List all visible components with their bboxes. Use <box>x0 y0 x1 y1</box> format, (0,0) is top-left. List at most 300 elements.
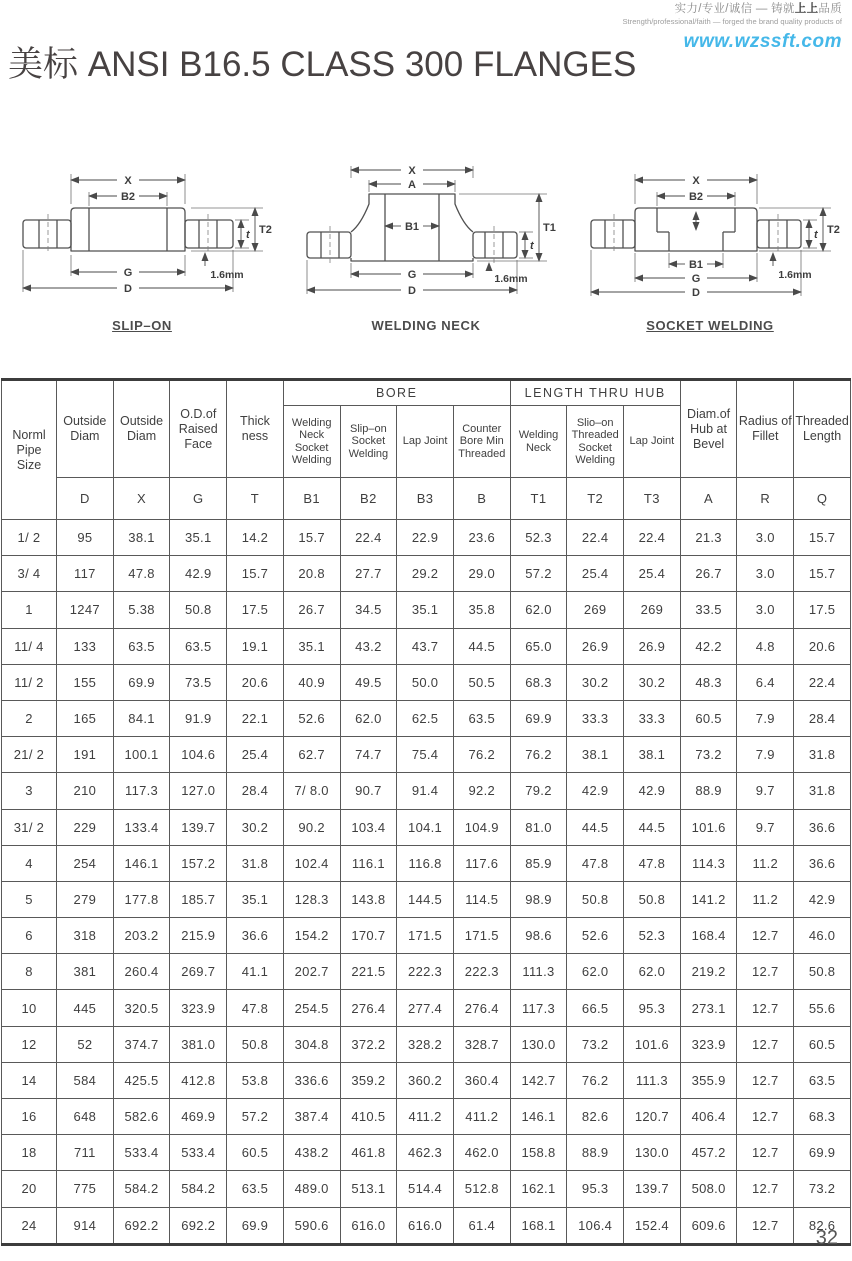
value-cell: 139.7 <box>170 809 227 845</box>
brand-slogan-en: Strength/professional/faith — forged the brand quality products of <box>622 16 842 26</box>
value-cell: 61.4 <box>453 1207 510 1244</box>
value-cell: 74.7 <box>340 737 397 773</box>
value-cell: 91.9 <box>170 700 227 736</box>
value-cell: 103.4 <box>340 809 397 845</box>
value-cell: 584 <box>57 1062 114 1098</box>
value-cell: 584.2 <box>170 1171 227 1207</box>
value-cell: 411.2 <box>453 1099 510 1135</box>
value-cell: 36.6 <box>794 845 851 881</box>
value-cell: 53.8 <box>227 1062 284 1098</box>
group-header-length-thru-hub: LENGTH THRU HUB <box>510 380 680 406</box>
value-cell: 35.1 <box>170 520 227 556</box>
table-row <box>2 1062 851 1098</box>
value-cell: 73.2 <box>680 737 737 773</box>
value-cell: 469.9 <box>170 1099 227 1135</box>
value-cell: 98.9 <box>510 881 567 917</box>
value-cell: 60.5 <box>227 1135 284 1171</box>
value-cell: 62.5 <box>397 700 454 736</box>
table-row <box>2 1099 851 1135</box>
value-cell: 44.5 <box>453 628 510 664</box>
value-cell: 514.4 <box>397 1171 454 1207</box>
value-cell: 31.8 <box>794 773 851 809</box>
value-cell: 128.3 <box>283 881 340 917</box>
value-cell: 69.9 <box>794 1135 851 1171</box>
value-cell: 62.0 <box>340 700 397 736</box>
value-cell: 269 <box>624 592 681 628</box>
value-cell: 104.9 <box>453 809 510 845</box>
value-cell: 38.1 <box>567 737 624 773</box>
value-cell: 648 <box>57 1099 114 1135</box>
value-cell: 609.6 <box>680 1207 737 1244</box>
value-cell: 202.7 <box>283 954 340 990</box>
value-cell: 33.3 <box>624 700 681 736</box>
value-cell: 304.8 <box>283 1026 340 1062</box>
value-cell: 1247 <box>57 592 114 628</box>
value-cell: 3.0 <box>737 556 794 592</box>
dim-label-x: X <box>124 175 132 187</box>
symbol-row <box>2 478 851 520</box>
pipe-size-cell: 24 <box>2 1207 57 1244</box>
value-cell: 22.4 <box>624 520 681 556</box>
value-cell: 130.0 <box>510 1026 567 1062</box>
value-cell: 69.9 <box>227 1207 284 1244</box>
value-cell: 15.7 <box>794 556 851 592</box>
value-cell: 374.7 <box>113 1026 170 1062</box>
col-header-outside-diam-d: Outside Diam <box>57 380 114 478</box>
value-cell: 11.2 <box>737 881 794 917</box>
flange-dimensions-table <box>1 378 851 1246</box>
symbol-header: A <box>680 478 737 520</box>
dim-label-t: t <box>246 229 250 241</box>
diagrams-row <box>0 158 852 333</box>
value-cell: 462.0 <box>453 1135 510 1171</box>
value-cell: 28.4 <box>227 773 284 809</box>
value-cell: 60.5 <box>794 1026 851 1062</box>
dim-label-d: D <box>124 283 132 295</box>
value-cell: 44.5 <box>624 809 681 845</box>
value-cell: 133.4 <box>113 809 170 845</box>
value-cell: 23.6 <box>453 520 510 556</box>
value-cell: 412.8 <box>170 1062 227 1098</box>
pipe-size-cell: 3/ 4 <box>2 556 57 592</box>
value-cell: 62.0 <box>567 954 624 990</box>
value-cell: 65.0 <box>510 628 567 664</box>
table-body <box>2 520 851 1245</box>
value-cell: 95.3 <box>567 1171 624 1207</box>
welding-neck-diagram-block <box>284 158 568 333</box>
value-cell: 12.7 <box>737 1171 794 1207</box>
value-cell: 42.9 <box>624 773 681 809</box>
value-cell: 63.5 <box>453 700 510 736</box>
value-cell: 9.7 <box>737 809 794 845</box>
value-cell: 27.7 <box>340 556 397 592</box>
pipe-size-cell: 11/ 2 <box>2 664 57 700</box>
dim-label-b1: B1 <box>404 221 420 233</box>
value-cell: 320.5 <box>113 990 170 1026</box>
value-cell: 43.2 <box>340 628 397 664</box>
value-cell: 35.1 <box>397 592 454 628</box>
value-cell: 254.5 <box>283 990 340 1026</box>
pipe-size-cell: 16 <box>2 1099 57 1135</box>
value-cell: 215.9 <box>170 918 227 954</box>
value-cell: 133 <box>57 628 114 664</box>
value-cell: 171.5 <box>453 918 510 954</box>
dim-label-gap: 1.6mm <box>778 269 812 281</box>
value-cell: 328.7 <box>453 1026 510 1062</box>
value-cell: 775 <box>57 1171 114 1207</box>
value-cell: 130.0 <box>624 1135 681 1171</box>
value-cell: 117.3 <box>510 990 567 1026</box>
value-cell: 165 <box>57 700 114 736</box>
value-cell: 60.5 <box>680 700 737 736</box>
value-cell: 20.8 <box>283 556 340 592</box>
value-cell: 102.4 <box>283 845 340 881</box>
value-cell: 513.1 <box>340 1171 397 1207</box>
value-cell: 12.7 <box>737 1062 794 1098</box>
value-cell: 57.2 <box>227 1099 284 1135</box>
value-cell: 42.9 <box>567 773 624 809</box>
table-row <box>2 737 851 773</box>
value-cell: 277.4 <box>397 990 454 1026</box>
value-cell: 219.2 <box>680 954 737 990</box>
dim-label-gap: 1.6mm <box>210 269 244 281</box>
sub-header-b: Counter Bore Min Threaded <box>453 406 510 478</box>
value-cell: 69.9 <box>510 700 567 736</box>
col-header-od-raised-face: O.D.of Raised Face <box>170 380 227 478</box>
value-cell: 221.5 <box>340 954 397 990</box>
value-cell: 457.2 <box>680 1135 737 1171</box>
symbol-header: T1 <box>510 478 567 520</box>
dim-label-gap: 1.6mm <box>494 273 528 285</box>
value-cell: 276.4 <box>453 990 510 1026</box>
dim-label-b1: B1 <box>688 259 704 271</box>
value-cell: 273.1 <box>680 990 737 1026</box>
sub-header-b1: Welding Neck Socket Welding <box>283 406 340 478</box>
value-cell: 328.2 <box>397 1026 454 1062</box>
pipe-size-cell: 11/ 4 <box>2 628 57 664</box>
value-cell: 15.7 <box>283 520 340 556</box>
table-row <box>2 1135 851 1171</box>
value-cell: 82.6 <box>567 1099 624 1135</box>
pipe-size-cell: 6 <box>2 918 57 954</box>
welding-neck-caption: WELDING NECK <box>371 318 481 333</box>
value-cell: 120.7 <box>624 1099 681 1135</box>
value-cell: 25.4 <box>567 556 624 592</box>
slip-on-caption: SLIP–ON <box>112 318 172 333</box>
table-row <box>2 1026 851 1062</box>
value-cell: 19.1 <box>227 628 284 664</box>
value-cell: 229 <box>57 809 114 845</box>
value-cell: 90.7 <box>340 773 397 809</box>
value-cell: 47.8 <box>227 990 284 1026</box>
value-cell: 38.1 <box>624 737 681 773</box>
symbol-header: B3 <box>397 478 454 520</box>
col-header-thickness: Thick ness <box>227 380 284 478</box>
value-cell: 36.6 <box>794 809 851 845</box>
col-header-threaded-length: Threaded Length <box>794 380 851 478</box>
symbol-header: T3 <box>624 478 681 520</box>
dim-label-t: t <box>530 240 534 252</box>
value-cell: 170.7 <box>340 918 397 954</box>
sub-header-b3: Lap Joint <box>397 406 454 478</box>
pipe-size-cell: 4 <box>2 845 57 881</box>
value-cell: 117.6 <box>453 845 510 881</box>
value-cell: 616.0 <box>340 1207 397 1244</box>
value-cell: 12.7 <box>737 918 794 954</box>
value-cell: 142.7 <box>510 1062 567 1098</box>
value-cell: 489.0 <box>283 1171 340 1207</box>
value-cell: 114.3 <box>680 845 737 881</box>
dim-label-g: G <box>691 273 701 285</box>
value-cell: 318 <box>57 918 114 954</box>
value-cell: 141.2 <box>680 881 737 917</box>
value-cell: 42.9 <box>794 881 851 917</box>
table-row <box>2 556 851 592</box>
value-cell: 35.1 <box>227 881 284 917</box>
slip-on-diagram <box>5 158 279 310</box>
value-cell: 359.2 <box>340 1062 397 1098</box>
value-cell: 260.4 <box>113 954 170 990</box>
value-cell: 46.0 <box>794 918 851 954</box>
value-cell: 30.2 <box>567 664 624 700</box>
col-header-outside-diam-x: Outside Diam <box>113 380 170 478</box>
bolt-centerlines <box>48 214 208 254</box>
value-cell: 50.5 <box>453 664 510 700</box>
value-cell: 692.2 <box>170 1207 227 1244</box>
brand-website: www.wzssft.com <box>683 30 842 52</box>
value-cell: 17.5 <box>227 592 284 628</box>
value-cell: 590.6 <box>283 1207 340 1244</box>
value-cell: 111.3 <box>624 1062 681 1098</box>
value-cell: 154.2 <box>283 918 340 954</box>
value-cell: 52.3 <box>624 918 681 954</box>
value-cell: 692.2 <box>113 1207 170 1244</box>
dim-label-t1: T1 <box>543 222 556 234</box>
value-cell: 26.7 <box>680 556 737 592</box>
brand-block <box>622 2 842 54</box>
dim-label-g: G <box>123 267 133 279</box>
value-cell: 279 <box>57 881 114 917</box>
flange-outline <box>23 208 233 251</box>
value-cell: 31.8 <box>794 737 851 773</box>
value-cell: 25.4 <box>624 556 681 592</box>
value-cell: 155 <box>57 664 114 700</box>
value-cell: 533.4 <box>113 1135 170 1171</box>
value-cell: 104.1 <box>397 809 454 845</box>
value-cell: 12.7 <box>737 990 794 1026</box>
symbol-header: T2 <box>567 478 624 520</box>
value-cell: 81.0 <box>510 809 567 845</box>
value-cell: 22.4 <box>794 664 851 700</box>
value-cell: 47.8 <box>113 556 170 592</box>
welding-neck-diagram <box>289 158 563 310</box>
pipe-size-cell: 20 <box>2 1171 57 1207</box>
value-cell: 12.7 <box>737 1099 794 1135</box>
value-cell: 168.1 <box>510 1207 567 1244</box>
pipe-size-cell: 10 <box>2 990 57 1026</box>
value-cell: 11.2 <box>737 845 794 881</box>
col-header-radius-fillet: Radius of Fillet <box>737 380 794 478</box>
value-cell: 157.2 <box>170 845 227 881</box>
value-cell: 50.8 <box>567 881 624 917</box>
value-cell: 616.0 <box>397 1207 454 1244</box>
value-cell: 79.2 <box>510 773 567 809</box>
value-cell: 76.2 <box>510 737 567 773</box>
dim-label-a: A <box>408 179 416 191</box>
value-cell: 7.9 <box>737 700 794 736</box>
symbol-header: T <box>227 478 284 520</box>
value-cell: 88.9 <box>680 773 737 809</box>
value-cell: 711 <box>57 1135 114 1171</box>
value-cell: 76.2 <box>453 737 510 773</box>
symbol-header: B2 <box>340 478 397 520</box>
value-cell: 55.6 <box>794 990 851 1026</box>
pipe-size-cell: 2 <box>2 700 57 736</box>
value-cell: 114.5 <box>453 881 510 917</box>
value-cell: 177.8 <box>113 881 170 917</box>
value-cell: 63.5 <box>170 628 227 664</box>
pipe-size-cell: 18 <box>2 1135 57 1171</box>
value-cell: 462.3 <box>397 1135 454 1171</box>
value-cell: 203.2 <box>113 918 170 954</box>
value-cell: 276.4 <box>340 990 397 1026</box>
value-cell: 90.2 <box>283 809 340 845</box>
value-cell: 84.1 <box>113 700 170 736</box>
value-cell: 63.5 <box>794 1062 851 1098</box>
dim-label-x: X <box>408 165 416 177</box>
value-cell: 3.0 <box>737 520 794 556</box>
value-cell: 42.2 <box>680 628 737 664</box>
dim-label-d: D <box>408 285 416 297</box>
pipe-size-cell: 21/ 2 <box>2 737 57 773</box>
value-cell: 28.4 <box>794 700 851 736</box>
value-cell: 461.8 <box>340 1135 397 1171</box>
value-cell: 26.9 <box>567 628 624 664</box>
value-cell: 82.6 <box>794 1207 851 1244</box>
value-cell: 411.2 <box>397 1099 454 1135</box>
dim-label-t2: T2 <box>827 224 840 236</box>
value-cell: 210 <box>57 773 114 809</box>
value-cell: 21.3 <box>680 520 737 556</box>
value-cell: 139.7 <box>624 1171 681 1207</box>
value-cell: 162.1 <box>510 1171 567 1207</box>
value-cell: 6.4 <box>737 664 794 700</box>
value-cell: 25.4 <box>227 737 284 773</box>
value-cell: 12.7 <box>737 954 794 990</box>
pipe-size-cell: 5 <box>2 881 57 917</box>
value-cell: 269 <box>567 592 624 628</box>
value-cell: 191 <box>57 737 114 773</box>
dim-label-d: D <box>692 287 700 299</box>
value-cell: 69.9 <box>113 664 170 700</box>
value-cell: 117 <box>57 556 114 592</box>
value-cell: 62.0 <box>510 592 567 628</box>
value-cell: 100.1 <box>113 737 170 773</box>
value-cell: 15.7 <box>227 556 284 592</box>
value-cell: 22.9 <box>397 520 454 556</box>
value-cell: 355.9 <box>680 1062 737 1098</box>
value-cell: 36.6 <box>227 918 284 954</box>
value-cell: 57.2 <box>510 556 567 592</box>
value-cell: 12.7 <box>737 1135 794 1171</box>
value-cell: 22.4 <box>340 520 397 556</box>
value-cell: 20.6 <box>227 664 284 700</box>
symbol-header: X <box>113 478 170 520</box>
value-cell: 9.7 <box>737 773 794 809</box>
value-cell: 360.2 <box>397 1062 454 1098</box>
pipe-size-cell: 31/ 2 <box>2 809 57 845</box>
value-cell: 50.0 <box>397 664 454 700</box>
value-cell: 29.0 <box>453 556 510 592</box>
dim-label-t: t <box>814 229 818 241</box>
value-cell: 26.9 <box>624 628 681 664</box>
table-row <box>2 520 851 556</box>
value-cell: 101.6 <box>680 809 737 845</box>
value-cell: 22.1 <box>227 700 284 736</box>
table-row <box>2 809 851 845</box>
table-row <box>2 881 851 917</box>
value-cell: 15.7 <box>794 520 851 556</box>
value-cell: 5.38 <box>113 592 170 628</box>
value-cell: 101.6 <box>624 1026 681 1062</box>
value-cell: 12.7 <box>737 1207 794 1244</box>
value-cell: 425.5 <box>113 1062 170 1098</box>
value-cell: 50.8 <box>624 881 681 917</box>
value-cell: 22.4 <box>567 520 624 556</box>
value-cell: 12.7 <box>737 1026 794 1062</box>
value-cell: 88.9 <box>567 1135 624 1171</box>
value-cell: 30.2 <box>227 809 284 845</box>
value-cell: 445 <box>57 990 114 1026</box>
symbol-header: Q <box>794 478 851 520</box>
value-cell: 35.1 <box>283 628 340 664</box>
value-cell: 48.3 <box>680 664 737 700</box>
table-row <box>2 990 851 1026</box>
value-cell: 152.4 <box>624 1207 681 1244</box>
value-cell: 158.8 <box>510 1135 567 1171</box>
sub-header-t2: Slio–on Threaded Socket Welding <box>567 406 624 478</box>
value-cell: 41.1 <box>227 954 284 990</box>
value-cell: 254 <box>57 845 114 881</box>
value-cell: 360.4 <box>453 1062 510 1098</box>
value-cell: 50.8 <box>227 1026 284 1062</box>
value-cell: 92.2 <box>453 773 510 809</box>
value-cell: 63.5 <box>227 1171 284 1207</box>
value-cell: 323.9 <box>170 990 227 1026</box>
pipe-size-cell: 1 <box>2 592 57 628</box>
value-cell: 52 <box>57 1026 114 1062</box>
value-cell: 62.0 <box>624 954 681 990</box>
value-cell: 31.8 <box>227 845 284 881</box>
pipe-size-cell: 8 <box>2 954 57 990</box>
symbol-header: G <box>170 478 227 520</box>
value-cell: 143.8 <box>340 881 397 917</box>
table-row <box>2 700 851 736</box>
symbol-header: R <box>737 478 794 520</box>
dim-label-x: X <box>692 175 700 187</box>
value-cell: 35.8 <box>453 592 510 628</box>
pipe-size-cell: 1/ 2 <box>2 520 57 556</box>
symbol-header: D <box>57 478 114 520</box>
value-cell: 146.1 <box>113 845 170 881</box>
value-cell: 3.0 <box>737 592 794 628</box>
dim-label-t2: T2 <box>259 224 272 236</box>
value-cell: 91.4 <box>397 773 454 809</box>
brand-slogan-zh: 实力/专业/诚信 — 铸就上上品质 <box>674 3 842 15</box>
table-row <box>2 1171 851 1207</box>
value-cell: 222.3 <box>453 954 510 990</box>
symbol-header: B <box>453 478 510 520</box>
